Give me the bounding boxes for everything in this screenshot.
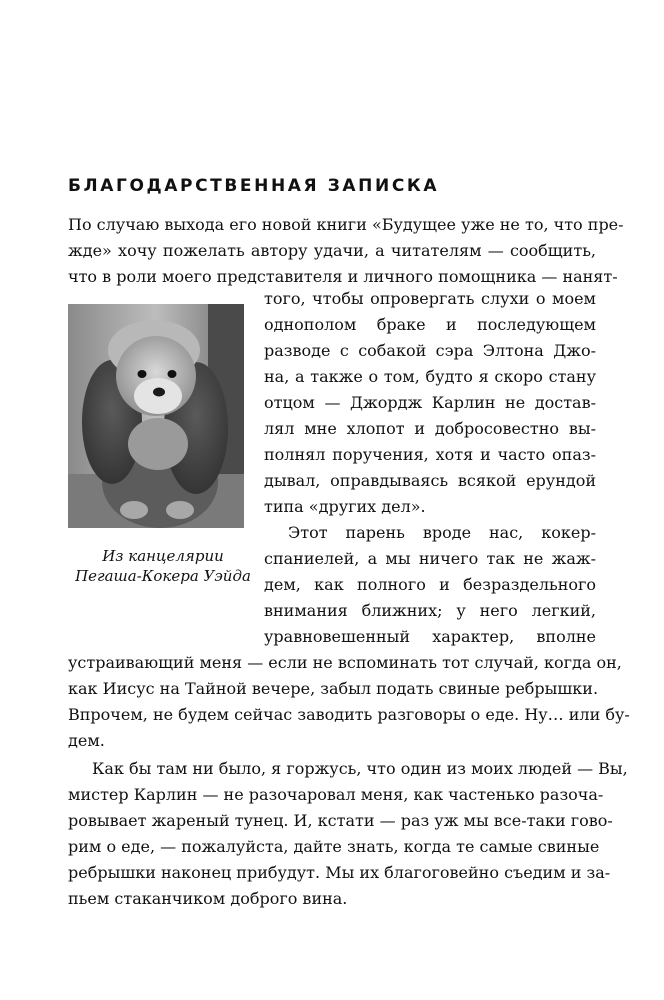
text-line: полнял поручения, хотя и часто опаз-: [264, 445, 596, 464]
text-line: типа «других дел».: [264, 497, 426, 516]
text-line: жде» хочу пожелать автору удачи, а читателям — сообщить,: [68, 241, 596, 260]
text-line: что в роли моего представителя и личного помощника — нанят-: [68, 267, 618, 286]
text-line: дем.: [68, 731, 105, 750]
text-line: того, чтобы опровергать слухи о моем: [264, 289, 596, 308]
text-line: разводе с собакой сэра Элтона Джо-: [264, 341, 596, 360]
text-line: По случаю выхода его новой книги «Будущее уже не то, что пре-: [68, 215, 624, 234]
page-heading: БЛАГОДАРСТВЕННАЯ ЗАПИСКА: [68, 176, 440, 196]
text-line: Как бы там ни было, я горжусь, что один из моих людей — Вы,: [92, 759, 628, 778]
photo-caption-line: Из канцелярии: [102, 547, 224, 565]
text-line: Впрочем, не будем сейчас заводить разговоры о еде. Ну… или бу-: [68, 705, 630, 724]
text-line: однополом браке и последующем: [264, 315, 596, 334]
text-line: внимания ближних; у него легкий,: [264, 601, 596, 620]
photo-caption-line: Пегаша-Кокера Уэйда: [75, 567, 251, 585]
text-line: устраивающий меня — если не вспоминать тот случай, когда он,: [68, 653, 622, 672]
text-line: Этот парень вроде нас, кокер-: [288, 523, 596, 542]
dog-photo: [68, 304, 244, 528]
text-line: спаниелей, а мы ничего так не жаж-: [264, 549, 596, 568]
text-line: дывал, оправдываясь всякой ерундой: [264, 471, 596, 490]
text-line: рим о еде, — пожалуйста, дайте знать, когда те самые свиные: [68, 837, 600, 856]
text-line: уравновешенный характер, вполне: [264, 627, 596, 646]
text-line: дем, как полного и безраздельного: [264, 575, 596, 594]
text-line: как Иисус на Тайной вечере, забыл подать свиные ребрышки.: [68, 679, 599, 698]
text-line: ребрышки наконец прибудут. Мы их благоговейно съедим и за-: [68, 863, 611, 882]
text-line: ровывает жареный тунец. И, кстати — раз уж мы все-таки гово-: [68, 811, 613, 830]
text-line: пьем стаканчиком доброго вина.: [68, 889, 348, 908]
text-line: лял мне хлопот и добросовестно вы-: [264, 419, 596, 438]
text-line: на, а также о том, будто я скоро стану: [264, 367, 596, 386]
text-line: мистер Карлин — не разочаровал меня, как частенько разоча-: [68, 785, 604, 804]
text-line: отцом — Джордж Карлин не достав-: [264, 393, 596, 412]
